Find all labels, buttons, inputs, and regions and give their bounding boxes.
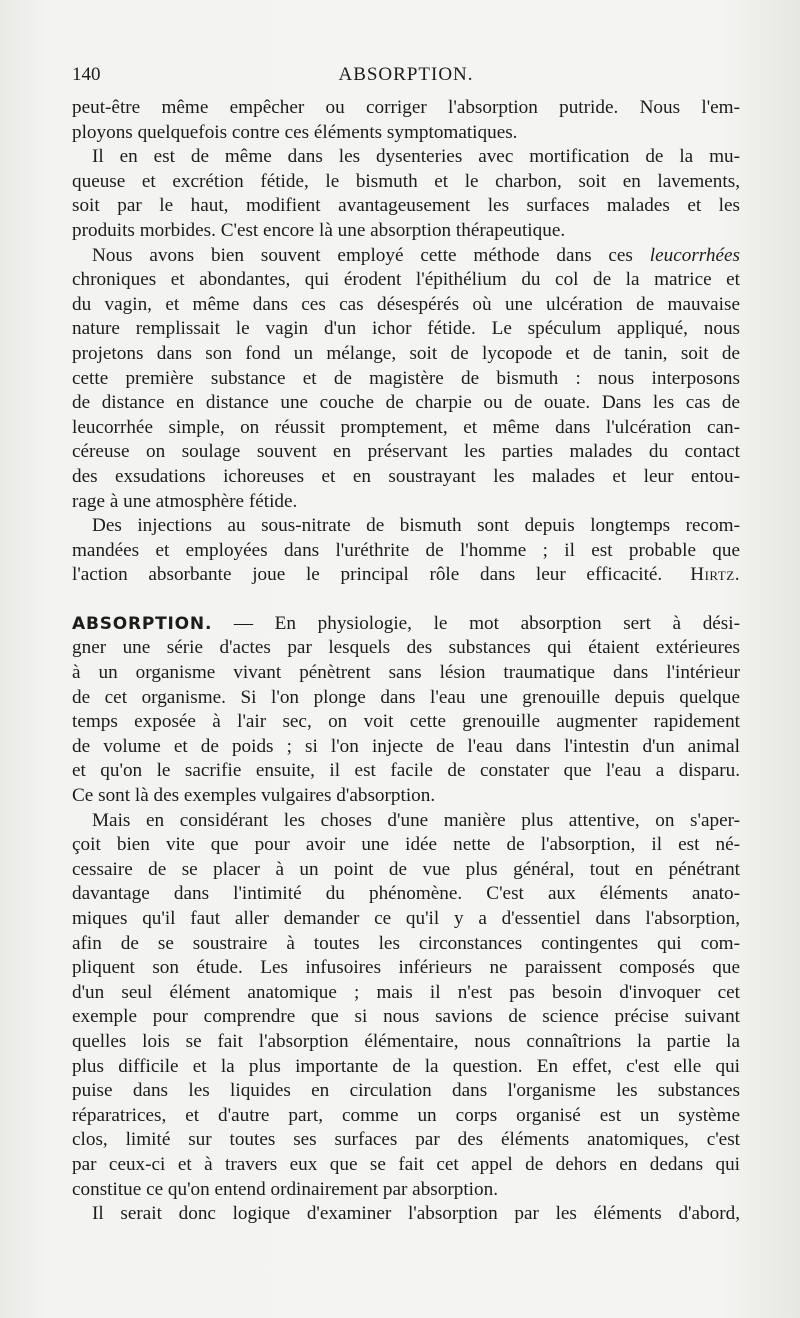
- text-line: afin de se soustraire à toutes les circonstances contingentes qui com-: [72, 932, 740, 954]
- text-line: pliquent son étude. Les infusoires inférieurs ne paraissent composés que: [72, 957, 740, 979]
- text-line: nature remplissait le vagin d'un ichor fétide. Le spéculum appliqué, nous: [72, 318, 740, 340]
- text-line: d'un seul élément anatomique ; mais il n'est pas besoin d'invoquer cet: [72, 981, 740, 1003]
- text-line: [72, 612, 740, 637]
- text-line: clos, limité sur toutes ses surfaces par des éléments anatomiques, c'est: [72, 1129, 740, 1151]
- body-text: [72, 96, 740, 1227]
- text-line: du vagin, et même dans ces cas désespérés où une ulcération de mauvaise: [72, 293, 740, 315]
- page-number: 140: [72, 64, 101, 85]
- text-line: par ceux-ci et à travers eux que se fait cet appel de dehors en dedans qui: [72, 1153, 740, 1175]
- italic-term: leucorrhées: [649, 244, 740, 266]
- text-line: produits morbides. C'est encore là une absorption thérapeutique.: [72, 219, 566, 241]
- section-gap: [72, 588, 740, 612]
- text-line: ployons quelquefois contre ces éléments symptomatiques.: [72, 121, 518, 143]
- text-line: de volume et de poids ; si l'on injecte de l'eau dans l'intestin d'un animal: [72, 735, 740, 757]
- text-line: et qu'on le sacrifie ensuite, il est facile de constater que l'eau a disparu.: [72, 760, 740, 782]
- text-line: quelles lois se fait l'absorption élémentaire, nous connaîtrions la partie la: [72, 1030, 740, 1052]
- text-line: miques qu'il faut aller demander ce qu'il y a d'essentiel dans l'absorption,: [72, 908, 740, 929]
- text-line: exemple pour comprendre que si nous savions de science précise suivant: [72, 1006, 740, 1028]
- text-line: constitue ce qu'on entend ordinairement par absorption.: [72, 1178, 498, 1200]
- text-line: mandées et employées dans l'uréthrite de l'homme ; il est probable que: [72, 539, 740, 561]
- text-line: puise dans les liquides en circulation dans l'organisme les substances: [72, 1080, 740, 1102]
- text-line: cessaire de se placer à un point de vue plus général, tout en pénétrant: [72, 858, 740, 880]
- author-signature: Hirtz.: [690, 564, 740, 586]
- text-line: [72, 244, 740, 269]
- text-line: Il serait donc logique d'examiner l'absorption par les éléments d'abord,: [92, 1203, 740, 1225]
- text-line: cette première substance et de magistère de bismuth : nous interposons: [72, 367, 740, 389]
- text-line: plus difficile et la plus importante de la question. En effet, c'est elle qui: [72, 1055, 740, 1077]
- running-title: ABSORPTION.: [338, 64, 474, 85]
- text-line: temps exposée à l'air sec, on voit cette grenouille augmenter rapidement: [72, 711, 740, 733]
- text-line: céreuse on soulage souvent en préservant les parties malades du contact: [72, 441, 740, 463]
- text-line: réparatrices, et d'autre part, comme un corps organisé est un système: [72, 1104, 740, 1126]
- text-line: [72, 563, 740, 588]
- text-line: à un organisme vivant pénètrent sans lésion traumatique dans l'intérieur: [72, 662, 740, 684]
- text-line: gner une série d'actes par lesquels des substances qui étaient extérieures: [72, 637, 740, 659]
- text-fragment: — En physiologie, le mot absorption sert à dési-: [212, 612, 740, 634]
- text-line: des exsudations ichoreuses et en soustrayant les malades et leur entou-: [72, 465, 740, 487]
- text-line: Des injections au sous-nitrate de bismuth sont depuis longtemps recom-: [92, 515, 740, 537]
- text-line: leucorrhée simple, on réussit promptement, et même dans l'ulcération can-: [72, 416, 740, 438]
- text-line: de cet organisme. Si l'on plonge dans l'eau une grenouille depuis quelque: [72, 686, 740, 708]
- text-line: Ce sont là des exemples vulgaires d'absorption.: [72, 785, 436, 807]
- text-line: davantage dans l'intimité du phénomène. C'est aux éléments anato-: [72, 883, 740, 905]
- text-line: çoit bien vite que pour avoir une idée nette de l'absorption, il est né-: [72, 834, 740, 856]
- text-line: Mais en considérant les choses d'une manière plus attentive, on s'aper-: [92, 809, 740, 831]
- text-fragment: l'action absorbante joue le principal rôle dans leur efficacité.: [72, 564, 663, 586]
- text-line: projetons dans son fond un mélange, soit de lycopode et de tanin, soit de: [72, 342, 740, 364]
- text-fragment: Nous avons bien souvent employé cette méthode dans ces: [92, 244, 650, 266]
- text-line: queuse et excrétion fétide, le bismuth et le charbon, soit en lavements,: [72, 170, 740, 192]
- text-line: Il en est de même dans les dysenteries avec mortification de la mu-: [92, 146, 740, 168]
- text-line: peut-être même empêcher ou corriger l'absorption putride. Nous l'em-: [72, 97, 740, 118]
- text-line: de distance en distance une couche de charpie ou de ouate. Dans les cas de: [72, 392, 740, 414]
- text-line: soit par le haut, modifient avantageusement les surfaces malades et les: [72, 195, 740, 217]
- article-heading: ABSORPTION.: [72, 613, 213, 634]
- text-line: chroniques et abondantes, qui érodent l'épithélium du col de la matrice et: [72, 269, 740, 291]
- page-header: [72, 64, 740, 90]
- text-line: rage à une atmosphère fétide.: [72, 490, 298, 512]
